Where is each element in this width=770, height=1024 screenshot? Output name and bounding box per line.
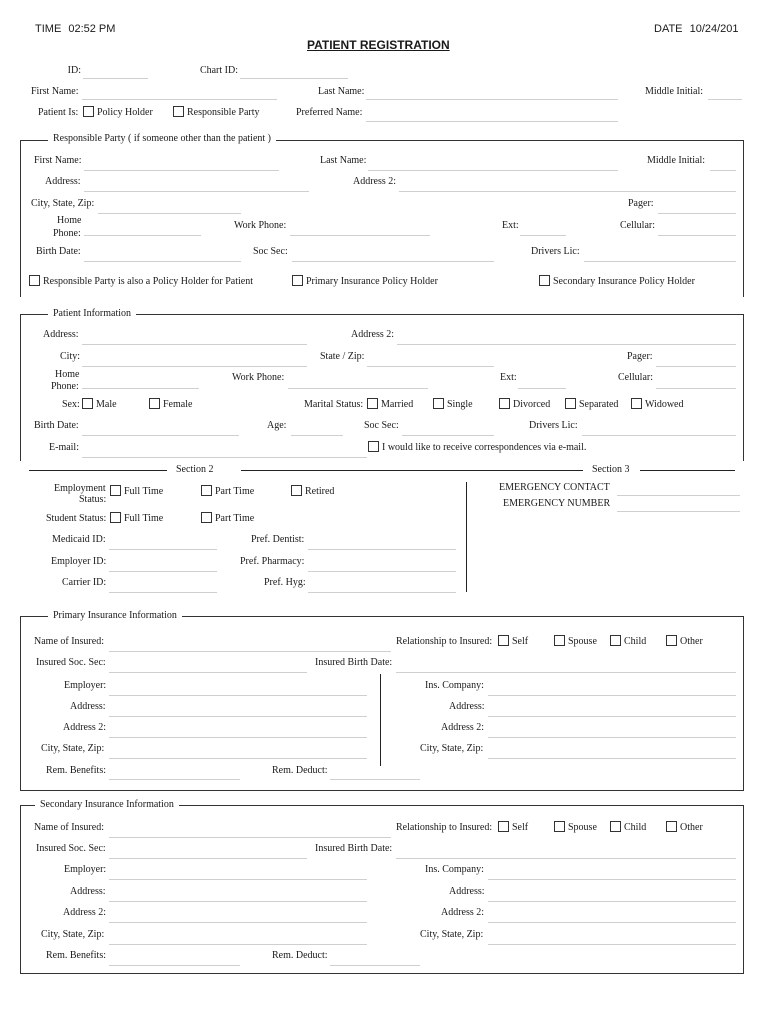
female-label: Female: [163, 399, 193, 410]
first-name-field[interactable]: [82, 99, 277, 100]
email-opt-in-checkbox[interactable]: [368, 441, 379, 452]
secondary-rem-deduct-label: Rem. Deduct:: [272, 950, 328, 961]
primary-csz-left-label: City, State, Zip:: [41, 743, 105, 754]
secondary-address-left-label: Address:: [70, 886, 106, 897]
pi-home-phone-field[interactable]: [82, 388, 199, 389]
primary-policy-holder-label: Primary Insurance Policy Holder: [306, 276, 438, 287]
section3-legend: Section 3: [592, 464, 630, 475]
time-stamp: [35, 23, 115, 35]
female-checkbox[interactable]: [149, 398, 160, 409]
rp-work-phone-label: Work Phone:: [234, 220, 287, 231]
pref-pharmacy-field[interactable]: [308, 571, 456, 572]
primary-other-label: Other: [680, 636, 703, 647]
employment-status-label: Status:: [79, 494, 107, 505]
pi-city-label: City:: [60, 351, 81, 362]
separated-label: Separated: [579, 399, 619, 410]
rp-middle-initial-label: Middle Initial:: [647, 155, 706, 166]
primary-address-right-field[interactable]: [488, 716, 736, 717]
primary-ins-company-field[interactable]: [488, 695, 736, 696]
pi-address-label: Address:: [43, 329, 79, 340]
carrier-id-label: Carrier ID:: [62, 577, 107, 588]
middle-initial-label: Middle Initial:: [645, 86, 704, 97]
secondary-name-insured-field[interactable]: [109, 837, 391, 838]
rp-policy-holder-checkbox[interactable]: [29, 275, 40, 286]
secondary-address2-right-field[interactable]: [488, 922, 736, 923]
time-label: TIME: [35, 23, 62, 35]
secondary-self-label: Self: [512, 822, 529, 833]
rp-drivers-lic-field[interactable]: [584, 261, 736, 262]
primary-ins-company-label: Ins. Company:: [425, 680, 484, 691]
emergency-number-label: EMERGENCY NUMBER: [503, 498, 611, 509]
primary-self-label: Self: [512, 636, 529, 647]
responsible-party-checkbox[interactable]: [173, 106, 184, 117]
rp-last-name-label: Last Name:: [320, 155, 367, 166]
divorced-checkbox[interactable]: [499, 398, 510, 409]
primary-address-right-label: Address:: [449, 701, 485, 712]
patient-information-legend: Patient Information: [48, 308, 136, 319]
primary-rem-deduct-field[interactable]: [330, 779, 420, 780]
separated-checkbox[interactable]: [565, 398, 576, 409]
rp-last-name-field[interactable]: [368, 170, 618, 171]
rp-ext-field[interactable]: [520, 235, 566, 236]
primary-csz-left-field[interactable]: [109, 758, 367, 759]
responsible-party-section: [20, 140, 744, 297]
secondary-csz-right-label: City, State, Zip:: [420, 929, 484, 940]
pi-ext-field[interactable]: [518, 388, 566, 389]
rp-middle-initial-field[interactable]: [710, 170, 736, 171]
id-label: ID:: [67, 65, 81, 76]
date-value: 10/24/201: [689, 23, 739, 35]
primary-self-checkbox[interactable]: [498, 635, 509, 646]
pi-soc-sec-label: Soc Sec:: [364, 420, 399, 431]
primary-divider: [380, 674, 381, 766]
rp-policy-holder-label: Responsible Party is also a Policy Holder for Patient: [43, 276, 253, 287]
secondary-relationship-label: Relationship to Insured:: [396, 822, 493, 833]
primary-rem-benefits-field[interactable]: [109, 779, 240, 780]
pi-address2-field[interactable]: [397, 344, 736, 345]
pi-email-label: E-mail:: [49, 442, 79, 453]
secondary-rem-deduct-field[interactable]: [330, 965, 420, 966]
rp-cellular-label: Cellular:: [620, 220, 655, 231]
secondary-ins-company-field[interactable]: [488, 879, 736, 880]
email-opt-in-label: I would like to receive correspondences via e-mail.: [382, 442, 587, 453]
time-value: 02:52 PM: [68, 23, 116, 35]
single-checkbox[interactable]: [433, 398, 444, 409]
pi-work-phone-label: Work Phone:: [232, 372, 285, 383]
pi-drivers-lic-field[interactable]: [582, 435, 736, 436]
pi-soc-sec-field[interactable]: [402, 435, 494, 436]
primary-insurance-legend: Primary Insurance Information: [48, 610, 182, 621]
male-label: Male: [96, 399, 117, 410]
emergency-contact-field[interactable]: [617, 495, 740, 496]
pi-age-label: Age:: [267, 420, 287, 431]
primary-ins-soc-sec-field[interactable]: [109, 672, 307, 673]
responsible-party-legend: Responsible Party ( if someone other than the patient ): [48, 133, 276, 144]
id-field[interactable]: [83, 78, 148, 79]
pi-pager-label: Pager:: [627, 351, 653, 362]
pi-cellular-field[interactable]: [656, 388, 736, 389]
primary-address-left-field[interactable]: [109, 716, 367, 717]
student-full-time-checkbox[interactable]: [110, 512, 121, 523]
rp-first-name-label: First Name:: [34, 155, 82, 166]
emergency-number-field[interactable]: [617, 511, 740, 512]
secondary-ins-soc-sec-label: Insured Soc. Sec:: [36, 843, 106, 854]
rp-phone-label: Phone:: [53, 228, 81, 239]
rp-address2-label: Address 2:: [353, 176, 397, 187]
pi-phone-label: Phone:: [51, 381, 79, 392]
chart-id-field[interactable]: [240, 78, 348, 79]
secondary-csz-left-field[interactable]: [109, 944, 367, 945]
primary-address2-right-label: Address 2:: [441, 722, 485, 733]
rp-pager-label: Pager:: [628, 198, 654, 209]
section3-rule: [640, 470, 735, 471]
secondary-csz-right-field[interactable]: [488, 944, 736, 945]
primary-ins-soc-sec-label: Insured Soc. Sec:: [36, 657, 106, 668]
secondary-employer-label: Employer:: [64, 864, 107, 875]
primary-other-checkbox[interactable]: [666, 635, 677, 646]
marital-status-label: Marital Status:: [304, 399, 364, 410]
rp-soc-sec-label: Soc Sec:: [253, 246, 288, 257]
pi-birth-date-field[interactable]: [82, 435, 239, 436]
last-name-label: Last Name:: [318, 86, 365, 97]
secondary-address2-left-label: Address 2:: [63, 907, 107, 918]
carrier-id-field[interactable]: [109, 592, 217, 593]
employment-part-time-checkbox[interactable]: [201, 485, 212, 496]
primary-csz-right-field[interactable]: [488, 758, 736, 759]
rp-pager-field[interactable]: [658, 213, 736, 214]
patient-is-label: Patient Is:: [38, 107, 79, 118]
policy-holder-checkbox[interactable]: [83, 106, 94, 117]
married-checkbox[interactable]: [367, 398, 378, 409]
secondary-policy-holder-label: Secondary Insurance Policy Holder: [553, 276, 695, 287]
responsible-party-label: Responsible Party: [187, 107, 260, 118]
rp-address2-field[interactable]: [399, 191, 736, 192]
primary-ins-birth-label: Insured Birth Date:: [315, 657, 393, 668]
first-name-label: First Name:: [31, 86, 79, 97]
primary-employer-label: Employer:: [64, 680, 107, 691]
pi-age-field[interactable]: [291, 435, 343, 436]
secondary-other-label: Other: [680, 822, 703, 833]
secondary-other-checkbox[interactable]: [666, 821, 677, 832]
secondary-self-checkbox[interactable]: [498, 821, 509, 832]
section2-legend: Section 2: [176, 464, 214, 475]
secondary-ins-soc-sec-field[interactable]: [109, 858, 307, 859]
rp-soc-sec-field[interactable]: [292, 261, 494, 262]
pi-birth-date-label: Birth Date:: [34, 420, 79, 431]
employer-id-label: Employer ID:: [51, 556, 107, 567]
secondary-rem-benefits-label: Rem. Benefits:: [46, 950, 106, 961]
student-part-time-checkbox[interactable]: [201, 512, 212, 523]
secondary-address2-right-label: Address 2:: [441, 907, 485, 918]
medicaid-id-label: Medicaid ID:: [52, 534, 106, 545]
primary-spouse-label: Spouse: [568, 636, 597, 647]
widowed-checkbox[interactable]: [631, 398, 642, 409]
primary-policy-holder-checkbox[interactable]: [292, 275, 303, 286]
primary-address2-left-label: Address 2:: [63, 722, 107, 733]
widowed-label: Widowed: [645, 399, 684, 410]
secondary-ins-company-label: Ins. Company:: [425, 864, 484, 875]
single-label: Single: [447, 399, 473, 410]
pi-home-label: Home: [55, 369, 80, 380]
primary-name-insured-field[interactable]: [109, 651, 391, 652]
pi-address2-label: Address 2:: [351, 329, 395, 340]
primary-address2-left-field[interactable]: [109, 737, 367, 738]
divorced-label: Divorced: [513, 399, 551, 410]
primary-spouse-checkbox[interactable]: [554, 635, 565, 646]
pi-state-zip-field[interactable]: [367, 366, 494, 367]
pi-state-zip-label: State / Zip:: [320, 351, 365, 362]
pi-cellular-label: Cellular:: [618, 372, 653, 383]
primary-rem-deduct-label: Rem. Deduct:: [272, 765, 328, 776]
primary-relationship-label: Relationship to Insured:: [396, 636, 493, 647]
date-stamp: [654, 23, 739, 35]
secondary-ins-birth-label: Insured Birth Date:: [315, 843, 393, 854]
primary-employer-field[interactable]: [109, 695, 367, 696]
middle-initial-field[interactable]: [708, 99, 742, 100]
rp-address-field[interactable]: [84, 191, 309, 192]
retired-label: Retired: [305, 486, 335, 497]
rp-birth-date-field[interactable]: [84, 261, 241, 262]
employment-part-time-label: Part Time: [215, 486, 255, 497]
preferred-name-label: Preferred Name:: [296, 107, 363, 118]
primary-rem-benefits-label: Rem. Benefits:: [46, 765, 106, 776]
employment-label: Employment: [54, 483, 106, 494]
pi-pager-field[interactable]: [656, 366, 736, 367]
secondary-insurance-legend: Secondary Insurance Information: [35, 799, 179, 810]
pref-hyg-field[interactable]: [308, 592, 456, 593]
student-status-label: Student Status:: [46, 513, 107, 524]
secondary-address-right-label: Address:: [449, 886, 485, 897]
pi-city-field[interactable]: [82, 366, 307, 367]
preferred-name-field[interactable]: [366, 121, 618, 122]
primary-address2-right-field[interactable]: [488, 737, 736, 738]
rp-home-label: Home: [57, 215, 82, 226]
secondary-ins-birth-field[interactable]: [396, 858, 736, 859]
secondary-rem-benefits-field[interactable]: [109, 965, 240, 966]
rp-ext-label: Ext:: [502, 220, 519, 231]
medicaid-id-field[interactable]: [109, 549, 217, 550]
student-part-time-label: Part Time: [215, 513, 255, 524]
primary-address-left-label: Address:: [70, 701, 106, 712]
secondary-employer-field[interactable]: [109, 879, 367, 880]
secondary-address-left-field[interactable]: [109, 901, 367, 902]
primary-child-label: Child: [624, 636, 647, 647]
emergency-contact-label: EMERGENCY CONTACT: [499, 482, 610, 493]
rp-home-phone-field[interactable]: [84, 235, 201, 236]
pi-email-field[interactable]: [82, 457, 367, 458]
pi-work-phone-field[interactable]: [288, 388, 428, 389]
student-full-time-label: Full Time: [124, 513, 164, 524]
rp-cellular-field[interactable]: [658, 235, 736, 236]
married-label: Married: [381, 399, 414, 410]
rp-work-phone-field[interactable]: [290, 235, 430, 236]
last-name-field[interactable]: [366, 99, 618, 100]
section2-rule-left: [29, 470, 167, 471]
section2-rule-right: [241, 470, 583, 471]
retired-checkbox[interactable]: [291, 485, 302, 496]
date-label: DATE: [654, 23, 683, 35]
pref-hyg-label: Pref. Hyg:: [264, 577, 306, 588]
rp-city-state-zip-label: City, State, Zip:: [31, 198, 95, 209]
male-checkbox[interactable]: [82, 398, 93, 409]
primary-child-checkbox[interactable]: [610, 635, 621, 646]
pref-pharmacy-label: Pref. Pharmacy:: [240, 556, 305, 567]
primary-ins-birth-field[interactable]: [396, 672, 736, 673]
section-divider: [466, 482, 467, 592]
rp-first-name-field[interactable]: [84, 170, 279, 171]
employment-full-time-label: Full Time: [124, 486, 164, 497]
employer-id-field[interactable]: [109, 571, 217, 572]
primary-csz-right-label: City, State, Zip:: [420, 743, 484, 754]
secondary-child-label: Child: [624, 822, 647, 833]
pref-dentist-field[interactable]: [308, 549, 456, 550]
secondary-csz-left-label: City, State, Zip:: [41, 929, 105, 940]
primary-name-insured-label: Name of Insured:: [34, 636, 104, 647]
secondary-spouse-label: Spouse: [568, 822, 597, 833]
chart-id-label: Chart ID:: [199, 65, 238, 76]
pi-address-field[interactable]: [82, 344, 307, 345]
page-title: PATIENT REGISTRATION: [307, 38, 450, 52]
pi-ext-label: Ext:: [500, 372, 517, 383]
secondary-address2-left-field[interactable]: [109, 922, 367, 923]
pi-drivers-lic-label: Drivers Lic:: [529, 420, 578, 431]
secondary-child-checkbox[interactable]: [610, 821, 621, 832]
rp-birth-date-label: Birth Date:: [36, 246, 81, 257]
secondary-name-insured-label: Name of Insured:: [34, 822, 104, 833]
rp-drivers-lic-label: Drivers Lic:: [531, 246, 580, 257]
secondary-spouse-checkbox[interactable]: [554, 821, 565, 832]
employment-full-time-checkbox[interactable]: [110, 485, 121, 496]
rp-address-label: Address:: [45, 176, 81, 187]
secondary-policy-holder-checkbox[interactable]: [539, 275, 550, 286]
policy-holder-label: Policy Holder: [97, 107, 153, 118]
secondary-address-right-field[interactable]: [488, 901, 736, 902]
rp-city-state-zip-field[interactable]: [98, 213, 241, 214]
pi-sex-label: Sex:: [62, 399, 80, 410]
pref-dentist-label: Pref. Dentist:: [251, 534, 305, 545]
